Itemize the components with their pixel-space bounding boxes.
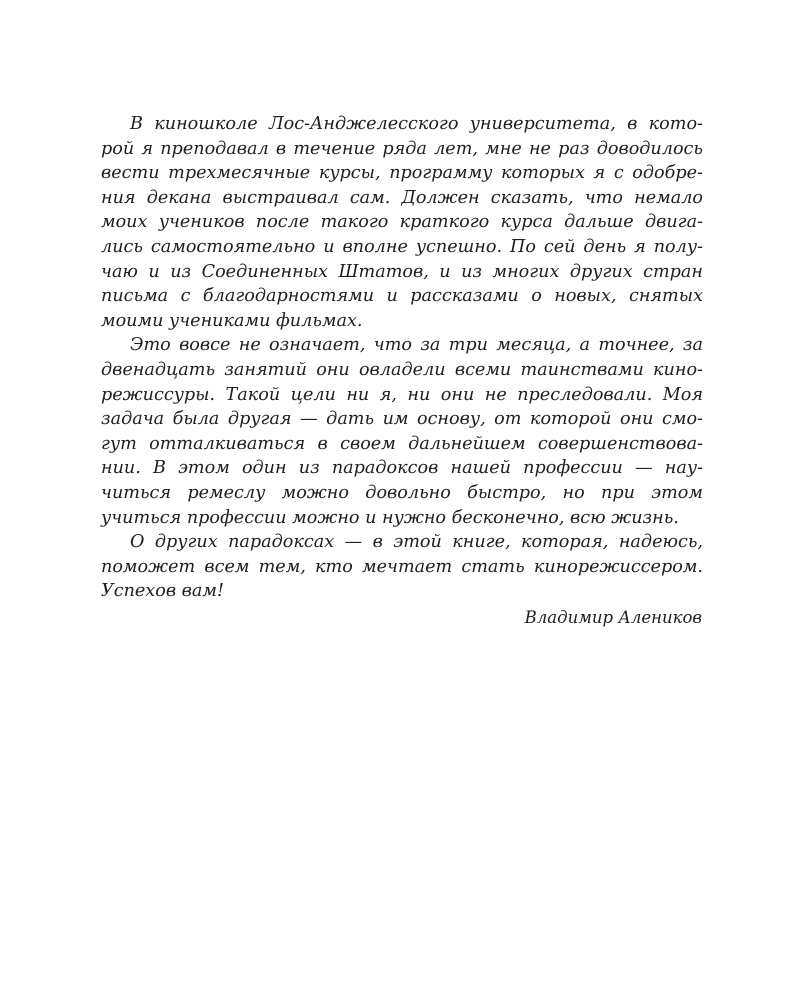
paragraph-1-line: письма с благодарностями и рассказами о новых, снятых [101,286,703,307]
paragraph-2-line: двенадцать занятий они овладели всеми таинствами кино- [101,359,703,380]
paragraph-3-line: поможет всем тем, кто мечтает стать кинорежиссером. [101,556,703,577]
paragraph-1-line: лись самостоятельно и вполне успешно. По сей день я полу- [101,236,703,257]
paragraph-1-line: В киношколе Лос-Анджелесского университета, в кото- [130,114,703,134]
paragraph-3-line: Успехов вам! [101,581,225,602]
paragraph-1-line: чаю и из Соединенных Штатов, и из многих других стран [101,261,703,282]
paragraph-2-line: Это вовсе не означает, что за три месяца, а точнее, за [130,335,703,356]
paragraph-2-line: гут отталкиваться в своем дальнейшем совершенствова- [101,433,703,454]
paragraph-2-line: нии. В этом один из парадоксов нашей профессии — нау- [101,458,703,479]
paragraph-2-line: режиссуры. Такой цели ни я, ни они не преследовали. Моя [101,384,703,405]
body-text [101,112,703,604]
paragraph-1-line: ния декана выстраивал сам. Должен сказать, что немало [101,187,703,208]
paragraph-2-line: читься ремеслу можно довольно быстро, но при этом [101,482,703,503]
paragraph-1-line: моих учеников после такого краткого курса дальше двига- [101,212,703,233]
paragraph-1-line: моими учениками фильмах. [101,310,363,331]
paragraph-1-line: вести трехмесячные курсы, программу которых я с одобре- [101,163,703,184]
paragraph-3-line: О других парадоксах — в этой книге, которая, надеюсь, [130,532,703,553]
paragraph-1-line: рой я преподавал в течение ряда лет, мне не раз доводилось [101,138,703,159]
author-signature: Владимир Алеников [524,608,702,627]
paragraph-2-line: задача была другая — дать им основу, от которой они смо- [101,409,703,430]
paragraph-2-line: учиться профессии можно и нужно бесконечно, всю жизнь. [101,507,679,528]
